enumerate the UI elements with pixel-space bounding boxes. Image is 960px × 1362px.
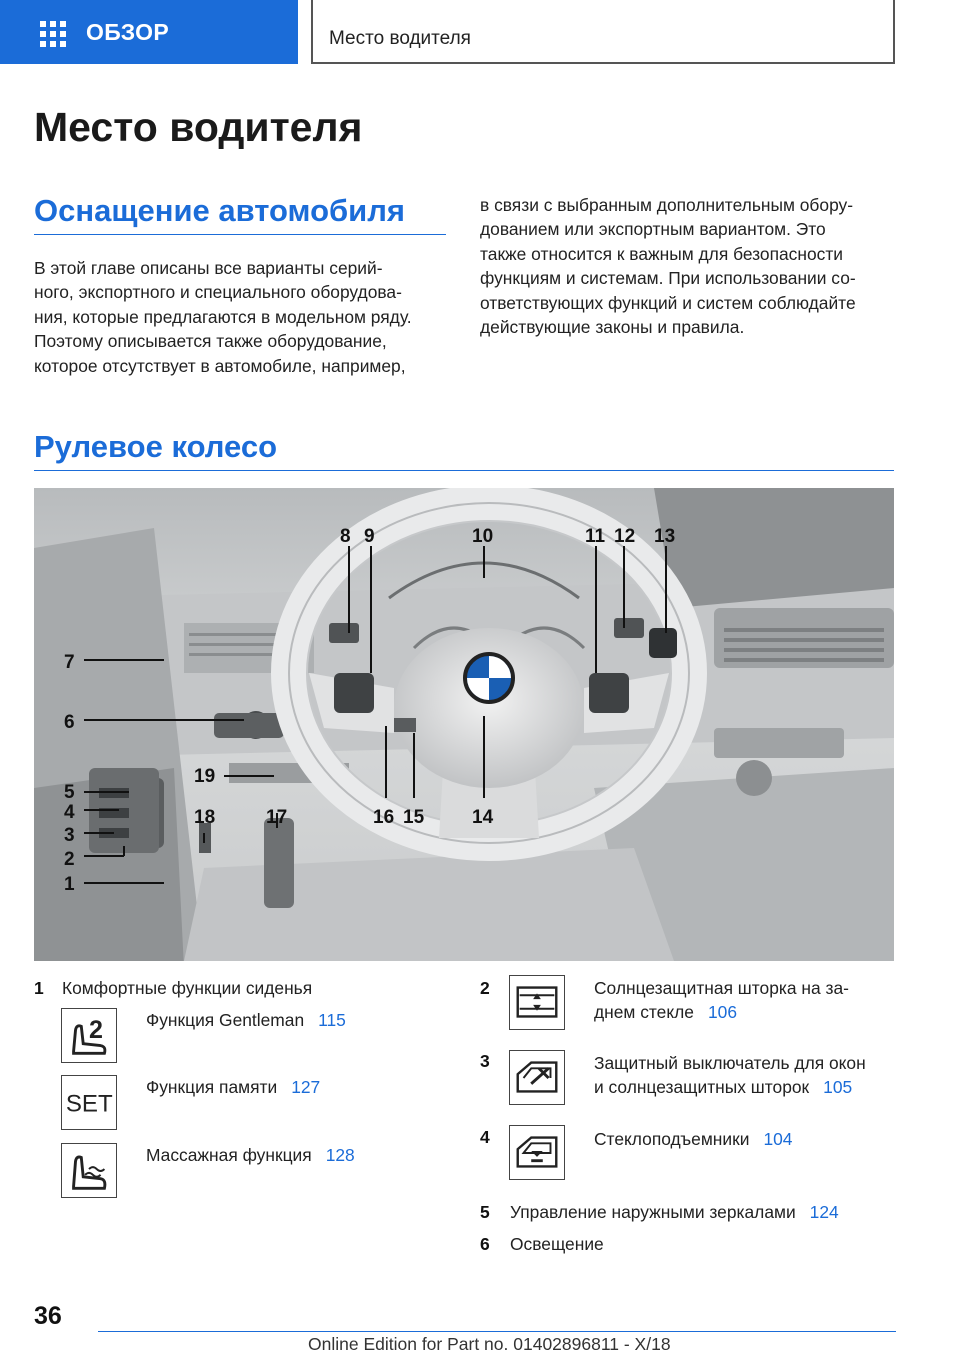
callout-13: 13 [654, 526, 676, 547]
legend-number: 1 [34, 978, 44, 998]
equipment-text-left [34, 256, 448, 378]
callout-16: 16 [373, 807, 395, 828]
power-window-icon [509, 1125, 565, 1180]
legend-item-seat-comfort: Комфортные функции сиденья [62, 978, 313, 998]
text-line: ответствующих функций и систем соблюдайте [480, 292, 856, 313]
grid-icon [40, 21, 66, 47]
legend-subitem-massage: Массажная функция 128 [146, 1145, 355, 1165]
text-line: функциям и системам. При использовании со‐ [480, 268, 856, 289]
callout-4: 4 [64, 802, 75, 823]
legend-item-lighting: Освещение [510, 1234, 604, 1254]
callout-19: 19 [194, 766, 216, 787]
legend-number: 3 [480, 1051, 490, 1071]
page-ref-link[interactable]: 128 [325, 1145, 355, 1165]
page-title: Место водителя [34, 104, 363, 150]
callout-5: 5 [64, 782, 75, 803]
text-line: Поэтому описывается также оборудование, [34, 331, 387, 352]
page-ref-link[interactable]: 104 [763, 1129, 793, 1149]
footer-rule [98, 1331, 896, 1332]
equipment-text-right [480, 193, 896, 339]
text-line: В этой главе описаны все варианты серий‐ [34, 258, 383, 278]
text-line: также относится к важным для безопасности [480, 243, 844, 264]
legend-number: 5 [480, 1202, 490, 1222]
callout-1: 1 [64, 874, 75, 895]
callout-11: 11 [585, 526, 606, 547]
callout-3: 3 [64, 825, 75, 846]
callout-8: 8 [340, 526, 351, 547]
callout-14: 14 [472, 807, 494, 828]
callout-17: 17 [266, 807, 288, 828]
rear-sunshade-icon [509, 975, 565, 1030]
steering-wheel-photo [34, 488, 894, 961]
callout-10: 10 [472, 526, 494, 547]
legend-subitem-gentleman: Функция Gentleman 115 [146, 1010, 346, 1030]
set-icon [61, 1075, 117, 1130]
legend-item-window-lock: Защитный выключатель для окон и солнцезащитных шторок 105 [594, 1053, 866, 1098]
legend-subitem-memory: Функция памяти 127 [146, 1077, 321, 1097]
callout-12: 12 [614, 526, 636, 547]
page-number: 36 [34, 1302, 62, 1330]
page-ref-link[interactable]: 115 [318, 1010, 346, 1030]
page-ref-link[interactable]: 106 [707, 1002, 737, 1023]
legend-number: 6 [480, 1234, 490, 1254]
footer-edition-text: Online Edition for Part no. 01402896811 - X/18 [308, 1334, 671, 1354]
svg-text:SET: SET [65, 1090, 113, 1118]
page-ref-link[interactable]: 105 [823, 1077, 853, 1098]
text-line: дованием или экспортным вариантом. Это [480, 219, 826, 240]
callout-18: 18 [194, 807, 216, 828]
header-section-title[interactable]: Место водителя [329, 28, 471, 49]
callout-15: 15 [403, 807, 425, 828]
text-line: которое отсутствует в автомобиле, например, [34, 355, 406, 376]
seat-massage-icon [61, 1143, 117, 1198]
section-rule [34, 234, 446, 235]
overview-tab-label: ОБЗОР [86, 19, 169, 45]
callout-9: 9 [364, 526, 375, 547]
legend-item-power-windows: Стеклоподъемники 104 [594, 1129, 793, 1149]
overview-tab[interactable] [0, 0, 298, 64]
legend-number: 2 [480, 978, 490, 998]
window-lock-icon [509, 1050, 565, 1105]
section-rule [34, 470, 894, 471]
svg-text:2: 2 [89, 1015, 103, 1044]
legend-item-rear-sunshade: Солнцезащитная шторка на за‐ днем стекле 106 [594, 978, 849, 1023]
legend-number: 4 [480, 1127, 490, 1147]
callout-7: 7 [64, 652, 75, 673]
legend-item-mirrors: Управление наружными зеркалами 124 [510, 1202, 839, 1222]
section-heading-equipment: Оснащение автомобиля [34, 193, 405, 228]
section-heading-steering-wheel: Рулевое колесо [34, 429, 278, 464]
text-line: действующие законы и правила. [480, 317, 745, 338]
page-ref-link[interactable]: 127 [291, 1077, 321, 1097]
header-section-box [311, 0, 895, 64]
text-line: ного, экспортного и специального оборудова‐ [34, 282, 402, 303]
text-line: в связи с выбранным дополнительным обору‐ [480, 195, 854, 215]
text-line: ния, которые предлагаются в модельном ряду. [34, 306, 412, 327]
seat-memory-2-icon [61, 1008, 117, 1063]
page-ref-link[interactable]: 124 [809, 1202, 839, 1222]
callout-2: 2 [64, 849, 75, 870]
callout-6: 6 [64, 712, 75, 733]
